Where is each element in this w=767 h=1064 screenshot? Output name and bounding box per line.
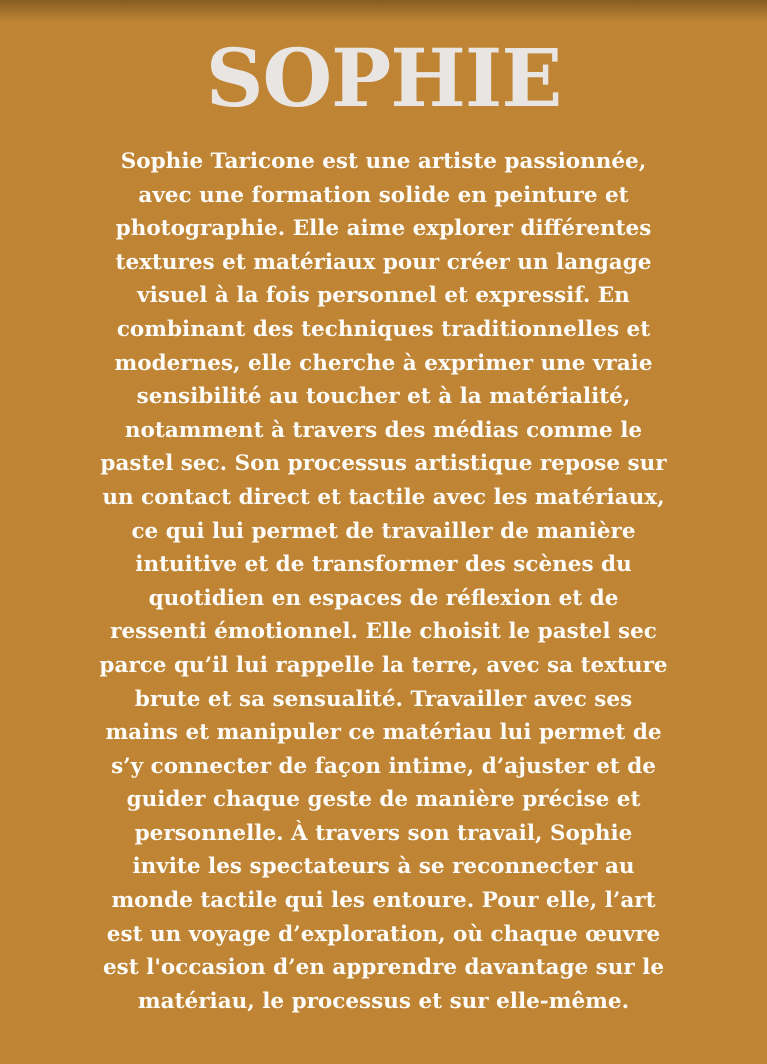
bio-line: personnelle. À travers son travail, Sophie: [134, 820, 633, 846]
bio-line: parce qu’il lui rappelle la terre, avec sa texture: [99, 652, 668, 678]
bio-line: mains et manipuler ce matériau lui permet de: [105, 720, 662, 746]
page-title: SOPHIE: [205, 31, 562, 125]
bio-line: monde tactile qui les entoure. Pour elle, l’art: [111, 888, 656, 914]
bio-line: Sophie Taricone est une artiste passionnée,: [120, 149, 647, 174]
bio-line: intuitive et de transformer des scènes du: [135, 552, 632, 578]
bio-line: guider chaque geste de manière précise et: [126, 787, 641, 813]
top-shadow: [0, 0, 767, 22]
bio-line: textures et matériaux pour créer un langage: [115, 249, 652, 275]
bio-line: photographie. Elle aime explorer différentes: [115, 216, 652, 242]
bio-line: s’y connecter de façon intime, d’ajuster et de: [111, 753, 656, 779]
bio-line: matériau, le processus et sur elle-même.: [137, 988, 630, 1014]
bio-line: pastel sec. Son processus artistique repose sur: [100, 451, 667, 477]
bio-line: ce qui lui permet de travailler de manière: [131, 518, 636, 544]
bio-line: quotidien en espaces de réflexion et de: [148, 585, 619, 611]
bio-line: combinant des techniques traditionnelles et: [116, 316, 651, 342]
bio-line: brute et sa sensualité. Travailler avec ses: [134, 686, 633, 712]
bio-line: sensibilité au toucher et à la matérialité,: [136, 384, 631, 410]
bio-line: est un voyage d’exploration, où chaque œuvre: [106, 921, 661, 947]
bio-line: un contact direct et tactile avec les matériaux,: [102, 484, 665, 510]
bio-line: invite les spectateurs à se reconnecter au: [132, 854, 635, 880]
bio-line: visuel à la fois personnel et expressif. En: [137, 283, 630, 309]
bio-line: est l'occasion d’en apprendre davantage sur le: [102, 955, 665, 981]
bio-line: modernes, elle cherche à exprimer une vraie: [114, 350, 653, 376]
bio-line: notamment à travers des médias comme le: [124, 417, 643, 443]
biography-text: [60, 145, 707, 1018]
bio-line: ressenti émotionnel. Elle choisit le pastel sec: [110, 619, 657, 645]
bio-line: avec une formation solide en peinture et: [138, 182, 629, 208]
